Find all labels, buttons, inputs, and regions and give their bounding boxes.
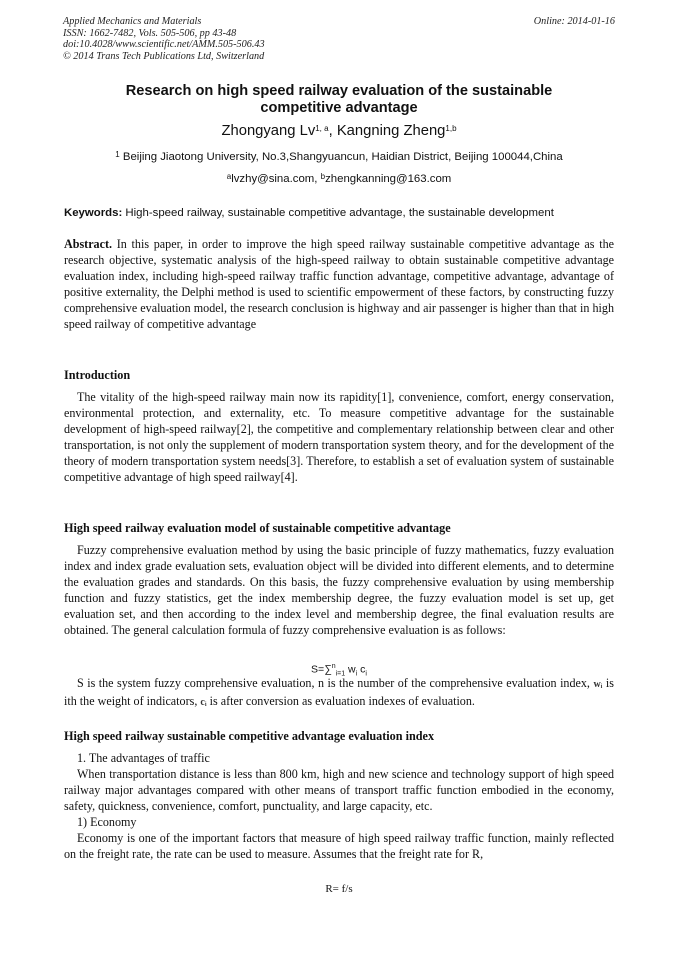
paragraph: When transportation distance is less than 800 km, high and new science and technology support of high speed railway major advantages compared with other means of transport traffic function embodied in the economy, safety, quickness, convenience, comfort, punctuality, and large capacity, etc. [64, 767, 614, 813]
journal-header [63, 16, 615, 62]
model-explanation [64, 675, 614, 711]
affiliation-text: Beijing Jiaotong University, No.3,Shangyuancun, Haidian District, Beijing 100044,China [122, 151, 563, 163]
equation-c-sub: i [365, 670, 367, 678]
author-name: Zhongyang Lv [221, 123, 316, 139]
abstract-label: Abstract. [64, 237, 113, 251]
author-name: Kangning Zheng [336, 123, 446, 139]
index-symbol: cᵢ [200, 697, 207, 708]
equation-w: w [345, 663, 356, 676]
title-line-2: competitive advantage [260, 100, 418, 116]
index-body [64, 750, 614, 862]
weight-symbol: wᵢ [593, 679, 603, 690]
abstract [64, 236, 614, 332]
paragraph: The vitality of the high-speed railway main now its rapidity[1], convenience, comfort, energy conservation, environmental protection, and externality, etc. To measure competitive advantage for the sustainable development of high-speed railway[2], the competitive and complementary relationship between clear and other transportation, is not only the supplement of modern transportation system theory, and for the development of the theory of modern transportation system needs[3]. Therefore, to establish a set of evaluation system of sustainable competitive advantage of high speed railway[4]. [64, 390, 614, 484]
introduction-body [64, 389, 614, 485]
paper-title [60, 83, 618, 117]
equation-c: c [357, 663, 366, 676]
section-heading: High speed railway evaluation model of sustainable competitive advantage [64, 521, 451, 535]
author-list [60, 122, 618, 140]
author-separator: , [328, 123, 337, 139]
sum-upper: n [331, 663, 336, 670]
paragraph: Economy is one of the important factors that measure of high speed railway traffic function, mainly reflected on the freight rate, the rate can be used to measure. Assumes that the freight rate for R, [64, 831, 614, 861]
explanation-text: is after conversion as evaluation indexes of evaluation. [206, 694, 475, 708]
email-link[interactable]: zhengkanning@163.com [325, 173, 452, 185]
keywords-label: Keywords: [64, 207, 123, 219]
email-superscript: a [226, 172, 232, 181]
online-date: Online: 2014-01-16 [533, 16, 615, 27]
paragraph [64, 675, 614, 711]
equation-lhs: S= [311, 663, 325, 676]
subheading: 1) Economy [77, 815, 137, 829]
model-body [64, 542, 614, 638]
sum-lower: i=1 [335, 670, 346, 678]
equation: R= f/s [325, 883, 353, 895]
journal-name: Applied Mechanics and Materials [63, 16, 202, 27]
affiliation [60, 150, 618, 164]
author-emails [60, 172, 618, 186]
affiliation-superscript: 1 [115, 150, 120, 159]
explanation-text: is ith the weight of indicators, [64, 676, 614, 708]
section-heading: Introduction [64, 368, 131, 382]
doi: doi:10.4028/www.scientific.net/AMM.505-506.43 [63, 39, 265, 50]
email-superscript: b [320, 172, 326, 181]
equation-w-sub: i [355, 670, 358, 678]
keywords-text: High-speed railway, sustainable competitive advantage, the sustainable development [122, 207, 554, 219]
copyright: © 2014 Trans Tech Publications Ltd, Switzerland [63, 50, 265, 62]
section-heading: High speed railway sustainable competitive advantage evaluation index [64, 729, 435, 743]
explanation-text: S is the system fuzzy comprehensive evaluation, n is the number of the comprehensive evaluation index, [77, 676, 594, 690]
email-link[interactable]: lvzhy@sina.com, [231, 173, 321, 185]
issn: ISSN: 1662-7482, Vols. 505-506, pp 43-48 [63, 27, 237, 39]
paragraph: Fuzzy comprehensive evaluation method by using the basic principle of fuzzy mathematics, fuzzy evaluation index and index grade evaluation sets, evaluation object will be divided into different elements, and to determine the evaluation grades and standards. On this basis, the fuzzy comprehensive evaluation by using membership function and fuzzy statistics, get the index membership degree, the fuzzy evaluation model is set up, get evaluation set, and then according to the index level and membership degree, the final evaluation results are obtained. The general calculation formula of fuzzy comprehensive evaluation is as follows: [64, 543, 614, 637]
sum-symbol: ∑ [324, 663, 332, 676]
subheading: 1. The advantages of traffic [77, 751, 210, 765]
author-superscript: 1, a [315, 124, 329, 133]
title-line-1: Research on high speed railway evaluation of the sustainable [125, 83, 553, 99]
keywords [64, 206, 616, 220]
abstract-text: In this paper, in order to improve the high speed railway sustainable competitive advantage as the research objective, systematic analysis of the high-speed railway to obtain sustainable competitive advantage evaluation index, including high-speed railway traffic function advantage, competitive advantage, advantage of positive externality, the Delphi method is used to scientific empowerment of these factors, by constructing fuzzy comprehensive evaluation model, the research conclusion is highway and air passenger is higher than that in high speed railway of competitive advantage [64, 237, 614, 331]
author-superscript: 1,b [445, 124, 457, 133]
